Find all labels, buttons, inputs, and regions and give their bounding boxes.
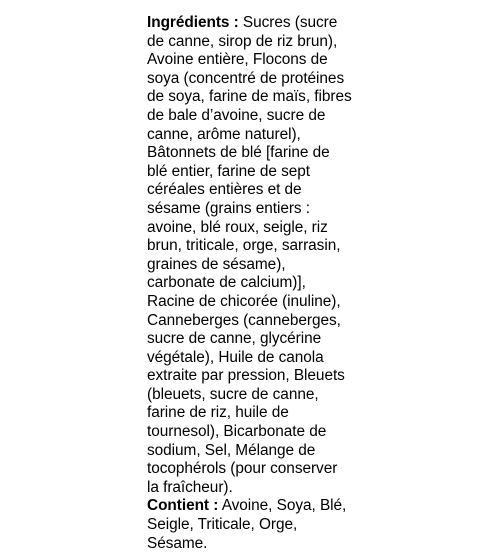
contains-text: Avoine, Soya, Blé, xyxy=(218,497,347,515)
contains-text: Sésame. xyxy=(147,534,208,552)
ingredients-text: (bleuets, sucre de canne, xyxy=(147,385,319,403)
ingredients-text: extraite par pression, Bleuets xyxy=(147,367,345,385)
ingredients-text: avoine, blé roux, seigle, riz xyxy=(147,218,328,236)
ingredients-text: tournesol), Bicarbonate de xyxy=(147,423,327,441)
ingredients-text: farine de riz, huile de xyxy=(147,404,289,422)
ingredients-text: graines de sésame), xyxy=(147,255,286,273)
ingredients-heading: Ingrédients : xyxy=(147,14,239,31)
ingredients-text: Sucres (sucre xyxy=(238,14,338,31)
ingredients-text: Racine de chicorée (inuline), xyxy=(147,292,341,310)
contains-text: Seigle, Triticale, Orge, xyxy=(147,516,298,534)
ingredients-text: soya (concentré de protéines xyxy=(147,69,345,87)
ingredients-text: sodium, Sel, Mélange de xyxy=(147,441,316,459)
ingredients-text: sésame (grains entiers : xyxy=(147,199,311,217)
ingredients-line-1 xyxy=(147,14,377,33)
ingredients-text: brun, triticale, orge, sarrasin, xyxy=(147,237,341,255)
ingredients-text: Avoine entière, Flocons de xyxy=(147,51,328,69)
ingredients-text: de soya, farine de maïs, fibres xyxy=(147,88,352,106)
ingredients-text: blé entier, farine de sept xyxy=(147,162,310,180)
ingredients-text: carbonate de calcium)], xyxy=(147,274,306,292)
ingredients-text: végétale), Huile de canola xyxy=(147,348,324,366)
ingredients-text: la fraîcheur). xyxy=(147,478,233,496)
ingredients-text: de canne, sirop de riz brun), xyxy=(147,32,338,50)
contains-line-1 xyxy=(147,497,377,516)
ingredients-text: sucre de canne, glycérine xyxy=(147,330,322,348)
contains-heading: Contient : xyxy=(147,497,219,515)
ingredient-label-panel xyxy=(147,14,377,553)
ingredients-text: Bâtonnets de blé [farine de xyxy=(147,144,330,162)
ingredients-text: Canneberges (canneberges, xyxy=(147,311,341,329)
ingredients-text: canne, arôme naturel), xyxy=(147,125,301,143)
ingredients-text: de bale d’avoine, sucre de xyxy=(147,106,326,124)
ingredients-text: tocophérols (pour conserver xyxy=(147,460,338,478)
ingredients-text: céréales entières et de xyxy=(147,181,302,199)
